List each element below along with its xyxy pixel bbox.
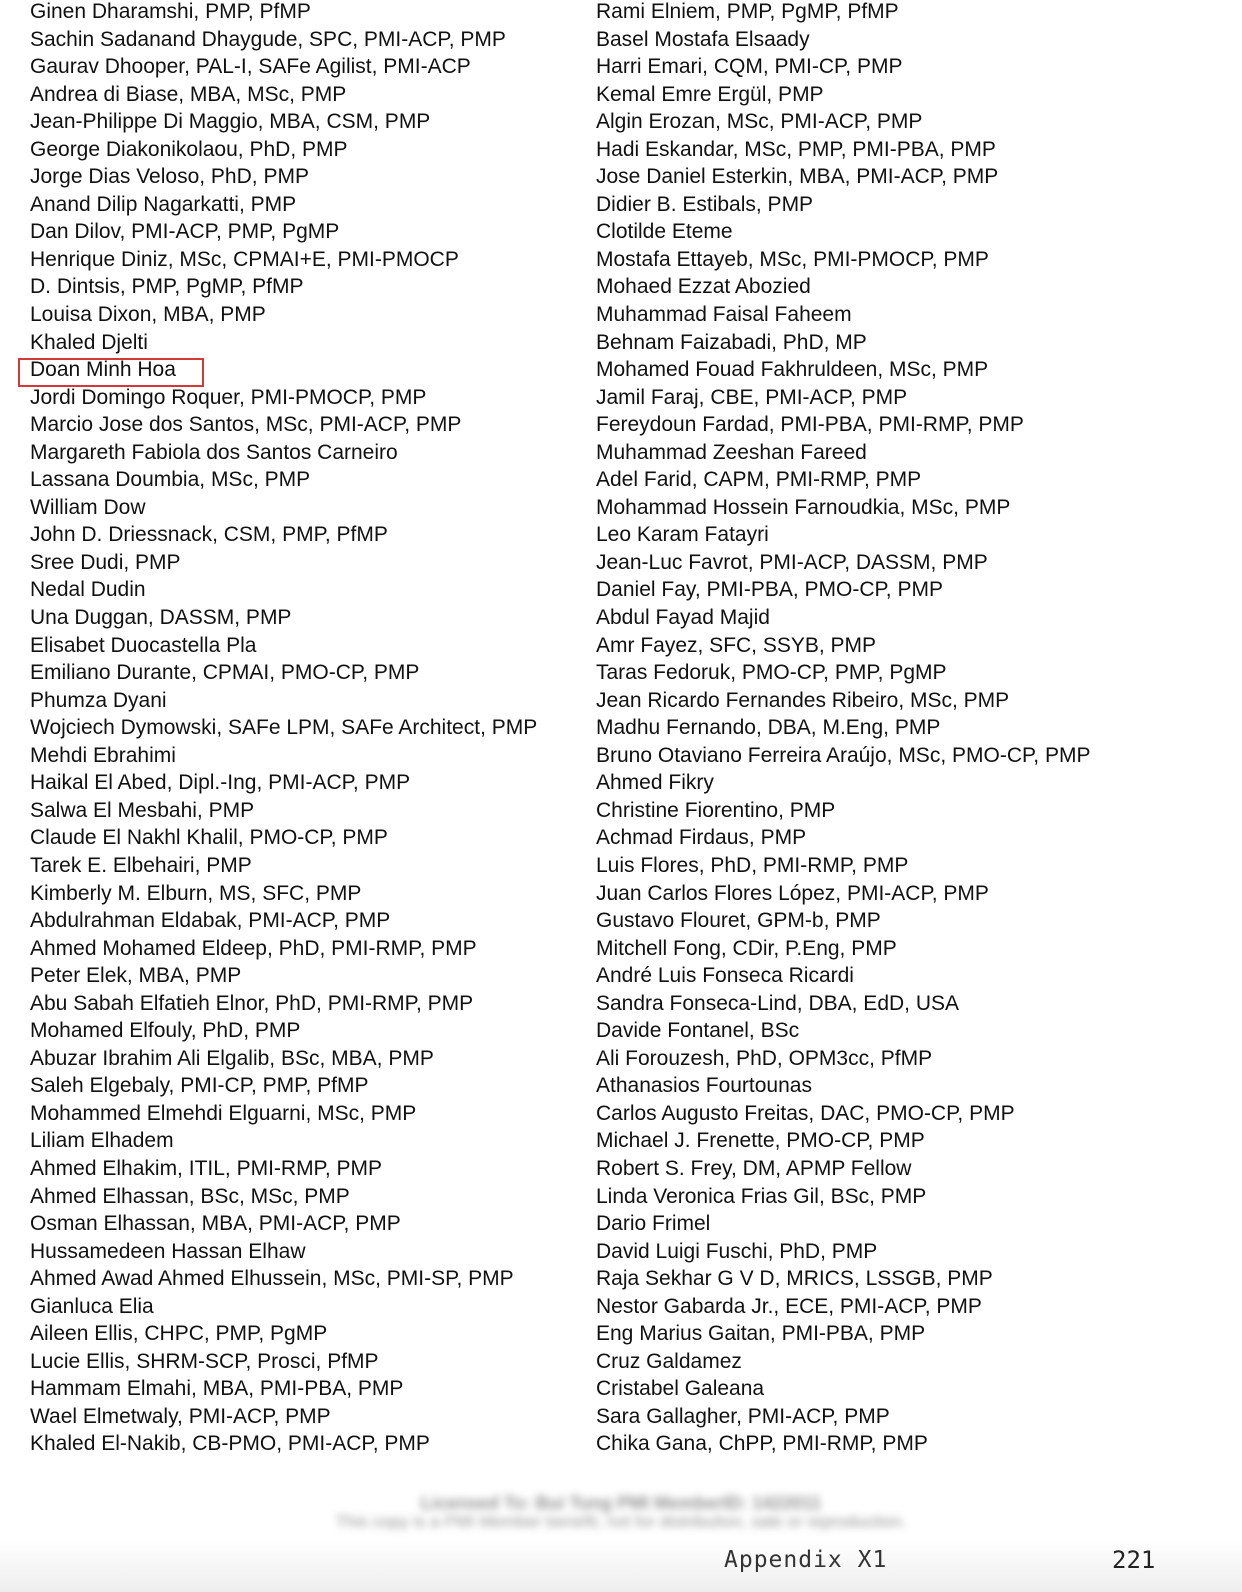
contributor-name: Juan Carlos Flores López, PMI-ACP, PMP (596, 881, 989, 905)
contributor-name: Muhammad Zeeshan Fareed (596, 440, 867, 464)
contributor-name: Khaled Djelti (30, 330, 148, 354)
contributor-name: Henrique Diniz, MSc, CPMAI+E, PMI-PMOCP (30, 247, 459, 271)
contributor-name: Dan Dilov, PMI-ACP, PMP, PgMP (30, 220, 340, 244)
contributor-name: Algin Erozan, MSc, PMI-ACP, PMP (596, 110, 923, 134)
license-watermark-line-2: This copy is a PMI Member benefit, not for distribution, sale or reproduction. (335, 1512, 907, 1531)
contributor-name: Cristabel Galeana (596, 1377, 765, 1401)
contributor-name: Hussamedeen Hassan Elhaw (30, 1239, 306, 1263)
contributor-name: Daniel Fay, PMI-PBA, PMO-CP, PMP (596, 578, 943, 602)
contributor-name: Behnam Faizabadi, PhD, MP (596, 330, 867, 354)
contributor-name: Amr Fayez, SFC, SSYB, PMP (596, 633, 877, 657)
contributor-name: Una Duggan, DASSM, PMP (30, 606, 292, 630)
contributor-name: Hadi Eskandar, MSc, PMP, PMI-PBA, PMP (596, 137, 996, 161)
contributor-name: Andrea di Biase, MBA, MSc, PMP (30, 82, 347, 106)
footer-band (0, 1540, 1242, 1592)
contributor-name: Margareth Fabiola dos Santos Carneiro (30, 440, 398, 464)
contributor-name: Mohammed Elmehdi Elguarni, MSc, PMP (30, 1101, 417, 1125)
page-number: 221 (1112, 1546, 1156, 1574)
contributor-name: Muhammad Faisal Faheem (596, 303, 852, 327)
contributor-name: Mohamed Fouad Fakhruldeen, MSc, PMP (596, 358, 989, 382)
contributor-name: Nedal Dudin (30, 578, 146, 602)
contributor-name: Lucie Ellis, SHRM-SCP, Prosci, PfMP (30, 1349, 379, 1373)
contributor-name: Kemal Emre Ergül, PMP (596, 82, 824, 106)
contributor-name: Sachin Sadanand Dhaygude, SPC, PMI-ACP, PMP (30, 27, 506, 51)
contributor-name: Mohammad Hossein Farnoudkia, MSc, PMP (596, 495, 1011, 519)
contributor-name: William Dow (30, 495, 146, 519)
contributor-name: Salwa El Mesbahi, PMP (30, 798, 255, 822)
contributor-name: Sara Gallagher, PMI-ACP, PMP (596, 1404, 890, 1428)
contributor-name: Claude El Nakhl Khalil, PMO-CP, PMP (30, 826, 388, 850)
contributor-name: Ahmed Mohamed Eldeep, PhD, PMI-RMP, PMP (30, 936, 477, 960)
contributor-name: George Diakonikolaou, PhD, PMP (30, 137, 348, 161)
contributor-name: Jean Ricardo Fernandes Ribeiro, MSc, PMP (596, 688, 1010, 712)
contributor-name: Clotilde Eteme (596, 220, 733, 244)
contributor-name: Jose Daniel Esterkin, MBA, PMI-ACP, PMP (596, 165, 999, 189)
contributor-name: Marcio Jose dos Santos, MSc, PMI-ACP, PMP (30, 413, 462, 437)
contributor-name: Khaled El-Nakib, CB-PMO, PMI-ACP, PMP (30, 1432, 430, 1456)
contributor-name: John D. Driessnack, CSM, PMP, PfMP (30, 523, 388, 547)
contributor-name: Hammam Elmahi, MBA, PMI-PBA, PMP (30, 1377, 404, 1401)
contributor-name: Luis Flores, PhD, PMI-RMP, PMP (596, 853, 909, 877)
contributor-name: Dario Frimel (596, 1212, 711, 1236)
contributor-name: Basel Mostafa Elsaady (596, 27, 810, 51)
contributor-name: Anand Dilip Nagarkatti, PMP (30, 192, 297, 216)
contributor-name: Abu Sabah Elfatieh Elnor, PhD, PMI-RMP, PMP (30, 991, 474, 1015)
contributor-name: Sandra Fonseca-Lind, DBA, EdD, USA (596, 991, 960, 1015)
contributor-name: Mohamed Elfouly, PhD, PMP (30, 1019, 301, 1043)
contributor-name: Wael Elmetwaly, PMI-ACP, PMP (30, 1404, 331, 1428)
contributor-name: Bruno Otaviano Ferreira Araújo, MSc, PMO-CP, PMP (596, 743, 1091, 767)
contributor-name: Jean-Luc Favrot, PMI-ACP, DASSM, PMP (596, 550, 988, 574)
contributor-name: Eng Marius Gaitan, PMI-PBA, PMP (596, 1322, 926, 1346)
contributor-name: Cruz Galdamez (596, 1349, 742, 1373)
contributor-name: Osman Elhassan, MBA, PMI-ACP, PMP (30, 1212, 401, 1236)
highlighted-contributor-name: Doan Minh Hoa (30, 358, 570, 386)
contributor-name: Peter Elek, MBA, PMP (30, 964, 242, 988)
contributor-name: Saleh Elgebaly, PMI-CP, PMP, PfMP (30, 1074, 369, 1098)
contributor-name: Abuzar Ibrahim Ali Elgalib, BSc, MBA, PMP (30, 1046, 434, 1070)
contributor-name: Abdulrahman Eldabak, PMI-ACP, PMP (30, 909, 391, 933)
contributor-name: Mehdi Ebrahimi (30, 743, 176, 767)
contributor-name: Aileen Ellis, CHPC, PMP, PgMP (30, 1322, 328, 1346)
contributor-name: Lassana Doumbia, MSc, PMP (30, 468, 311, 492)
contributor-name: Achmad Firdaus, PMP (596, 826, 807, 850)
contributor-name: Jorge Dias Veloso, PhD, PMP (30, 165, 309, 189)
contributor-name: Rami Elniem, PMP, PgMP, PfMP (596, 0, 899, 23)
contributor-name: Ahmed Elhakim, ITIL, PMI-RMP, PMP (30, 1156, 383, 1180)
contributor-name: Emiliano Durante, CPMAI, PMO-CP, PMP (30, 661, 420, 685)
contributor-name: Ahmed Elhassan, BSc, MSc, PMP (30, 1184, 350, 1208)
contributor-name: Louisa Dixon, MBA, PMP (30, 303, 266, 327)
contributor-name: Gaurav Dhooper, PAL-I, SAFe Agilist, PMI-ACP (30, 55, 471, 79)
contributor-name: David Luigi Fuschi, PhD, PMP (596, 1239, 878, 1263)
contributor-name: Mitchell Fong, CDir, P.Eng, PMP (596, 936, 897, 960)
contributor-name: Carlos Augusto Freitas, DAC, PMO-CP, PMP (596, 1101, 1015, 1125)
contributor-name: Ahmed Fikry (596, 771, 714, 795)
contributor-name: Robert S. Frey, DM, APMP Fellow (596, 1156, 912, 1180)
contributor-name: André Luis Fonseca Ricardi (596, 964, 854, 988)
contributor-name: Linda Veronica Frias Gil, BSc, PMP (596, 1184, 927, 1208)
contributor-name: Fereydoun Fardad, PMI-PBA, PMI-RMP, PMP (596, 413, 1024, 437)
contributor-name: Mostafa Ettayeb, MSc, PMI-PMOCP, PMP (596, 247, 989, 271)
contributor-name: Haikal El Abed, Dipl.-Ing, PMI-ACP, PMP (30, 771, 411, 795)
contributor-name: Jamil Faraj, CBE, PMI-ACP, PMP (596, 385, 908, 409)
name-list-left-column (30, 0, 570, 1460)
contributor-name: Athanasios Fourtounas (596, 1074, 812, 1098)
contributor-name: Nestor Gabarda Jr., ECE, PMI-ACP, PMP (596, 1294, 982, 1318)
contributor-name: D. Dintsis, PMP, PgMP, PfMP (30, 275, 304, 299)
contributor-name: Elisabet Duocastella Pla (30, 633, 257, 657)
contributor-name: Ali Forouzesh, PhD, OPM3cc, PfMP (596, 1046, 933, 1070)
contributor-name: Adel Farid, CAPM, PMI-RMP, PMP (596, 468, 922, 492)
contributor-name: Ahmed Awad Ahmed Elhussein, MSc, PMI-SP, PMP (30, 1267, 514, 1291)
contributor-name: Leo Karam Fatayri (596, 523, 769, 547)
contributor-name: Madhu Fernando, DBA, M.Eng, PMP (596, 716, 941, 740)
contributor-name: Jordi Domingo Roquer, PMI-PMOCP, PMP (30, 385, 427, 409)
contributor-name: Chika Gana, ChPP, PMI-RMP, PMP (596, 1432, 928, 1456)
section-label: Appendix X1 (724, 1547, 888, 1573)
license-watermark-line-1: Licensed To: Bui Tung PMI MemberID: 1422011 (420, 1493, 822, 1513)
contributor-name: Ginen Dharamshi, PMP, PfMP (30, 0, 311, 23)
contributor-name: Didier B. Estibals, PMP (596, 192, 814, 216)
name-list-right-column (596, 0, 1236, 1460)
contributor-name: Mohaed Ezzat Abozied (596, 275, 811, 299)
contributor-name: Phumza Dyani (30, 688, 167, 712)
contributor-name: Liliam Elhadem (30, 1129, 174, 1153)
contributor-name: Jean-Philippe Di Maggio, MBA, CSM, PMP (30, 110, 431, 134)
contributor-name: Abdul Fayad Majid (596, 606, 770, 630)
contributor-name: Tarek E. Elbehairi, PMP (30, 853, 252, 877)
contributor-name: Taras Fedoruk, PMO-CP, PMP, PgMP (596, 661, 947, 685)
contributor-name: Wojciech Dymowski, SAFe LPM, SAFe Architect, PMP (30, 716, 538, 740)
contributor-name: Harri Emari, CQM, PMI-CP, PMP (596, 55, 903, 79)
contributor-name: Raja Sekhar G V D, MRICS, LSSGB, PMP (596, 1267, 993, 1291)
contributor-name: Christine Fiorentino, PMP (596, 798, 836, 822)
contributor-name: Gustavo Flouret, GPM-b, PMP (596, 909, 881, 933)
contributor-name: Kimberly M. Elburn, MS, SFC, PMP (30, 881, 362, 905)
contributor-name: Michael J. Frenette, PMO-CP, PMP (596, 1129, 925, 1153)
contributor-name: Sree Dudi, PMP (30, 550, 181, 574)
contributor-name: Davide Fontanel, BSc (596, 1019, 800, 1043)
contributor-name: Gianluca Elia (30, 1294, 154, 1318)
